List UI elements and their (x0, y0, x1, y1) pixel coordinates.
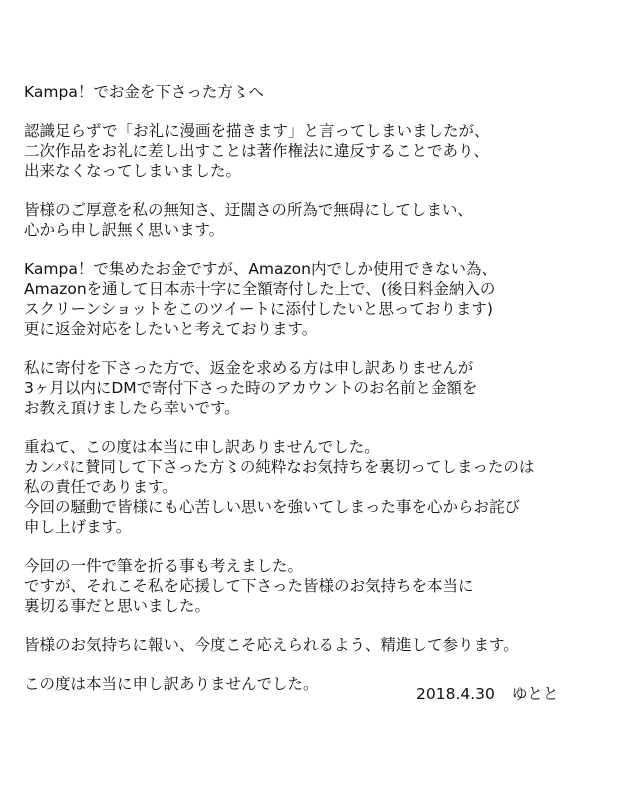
text-line: この度は本当に申し訳ありませんでした。 (24, 675, 319, 693)
text-line: 今回の一件で筆を折る事も考えました。 (24, 557, 304, 575)
text-line: スクリーンショットをこのツイートに添付したいと思っております) (24, 300, 493, 318)
paragraph-refund (24, 358, 634, 418)
text-line: 裏切る事だと思いました。 (24, 597, 211, 615)
paragraph-apology (24, 200, 634, 240)
text-line: お教え頂けましたら幸いです。 (24, 399, 240, 417)
text-line: 皆様のお気持ちに報い、今度こそ応えられるよう、精進して参ります。 (24, 636, 519, 654)
signature-name: ゆとと (511, 685, 559, 703)
text-line: 認識足らずで「お礼に漫画を描きます」と言ってしまいましたが、 (24, 122, 490, 140)
paragraph-donation (24, 259, 634, 339)
text-line: Kampa！で集めたお金ですが、Amazon内でしか使用できない為、 (24, 260, 497, 278)
letter-greeting: Kampa！でお金を下さった方〻へ (24, 83, 264, 101)
paragraph-responsibility (24, 437, 634, 537)
text-line: 申し上げます。 (24, 518, 132, 536)
text-line: ですが、それこそ私を応援して下さった皆様のお気持ちを本当に (24, 577, 474, 595)
text-line: Amazonを通して日本赤十字に全額寄付した上で、(後日料金納入の (24, 280, 496, 298)
text-line: 重ねて、この度は本当に申し訳ありませんでした。 (24, 438, 380, 456)
text-line: 出来なくなってしまいました。 (24, 162, 242, 180)
signature (416, 684, 558, 704)
text-line: 皆様のご厚意を私の無知さ、迂闊さの所為で無碍にしてしまい、 (24, 201, 473, 219)
text-line: カンパに賛同して下さった方〻の純粋なお気持ちを裏切ってしまったのは (24, 458, 535, 476)
text-line: 更に返金対応をしたいと考えております。 (24, 320, 318, 338)
signature-date: 2018.4.30 (416, 685, 495, 703)
text-line: 心から申し訳無く思います。 (24, 221, 225, 239)
text-line: 二次作品をお礼に差し出すことは著作権法に違反することであり、 (24, 142, 490, 160)
paragraph-commitment (24, 635, 634, 655)
text-line: 私の責任であります。 (24, 478, 178, 496)
text-line: 今回の騒動で皆様にも心苦しい思いを強いてしまった事を心からお詫び (24, 498, 521, 516)
text-line: 私に寄付を下さった方で、返金を求める方は申し訳ありませんが (24, 359, 474, 377)
paragraph-copyright (24, 121, 634, 181)
paragraph-reflection (24, 556, 634, 616)
text-line: 3ヶ月以内にDMで寄付下さった時のアカウントのお名前と金額を (24, 379, 478, 397)
apology-letter (24, 82, 634, 713)
